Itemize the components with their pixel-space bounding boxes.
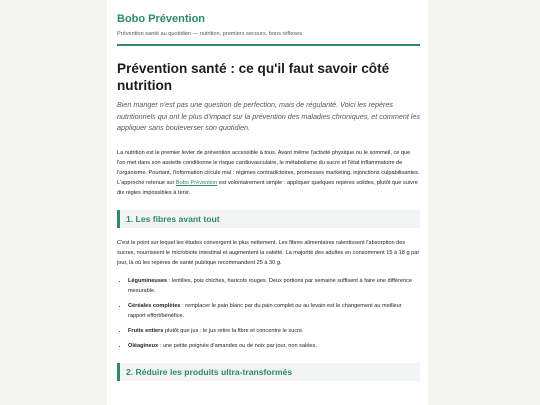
list-item-term: Céréales complètes: [128, 302, 181, 309]
list-item-term: Fruits entiers: [128, 327, 164, 334]
section-heading-fibres: 1. Les fibres avant tout: [117, 210, 420, 228]
intro-text-before: La nutrition est le premier levier de prévention accessible à tous. Avant même l'activité physique ou le sommeil, ce que l'on met dans son assiette conditionne le risque cardiovasculaire, le métabolisme du sucre et l'état inflammatoire de l'organisme. Pourtant, l'information circule mal : régimes contradictoires, promesses marketing, injonctions culpabilisantes. L'approche retenue sur: [117, 149, 420, 186]
article-page: [107, 0, 428, 405]
intro-paragraph: [117, 148, 420, 198]
site-header: [117, 0, 420, 46]
intro-site-link[interactable]: Bobo Prévention: [175, 179, 218, 186]
intro-text-after: est volontairement simple : appliquer quelques repères solides, plutôt que suivre dix règles impossibles à tenir.: [117, 179, 418, 196]
list-item: [128, 276, 420, 296]
section-heading-ultra-transformes: 2. Réduire les produits ultra-transformés: [117, 363, 420, 381]
list-item-text: : lentilles, pois chiches, haricots rouges. Deux portions par semaine suffisent à faire une différence mesurable.: [128, 277, 412, 294]
fibres-list: [117, 276, 420, 351]
fibres-paragraph: C'est le point sur lequel les études convergent le plus nettement. Les fibres alimentaires ralentissent l'absorption des sucres, nourrissent le microbiote intestinal et augmentent la satiété. La majorité des adultes en consomment 15 à 18 g par jour, là où les repères de santé publique recommandent 25 à 30 g.: [117, 239, 420, 266]
list-item: [128, 341, 420, 351]
list-item-text: plutôt que jus : le jus retire la fibre et concentre le sucre.: [163, 327, 304, 334]
list-item: [128, 326, 420, 336]
article-title: Prévention santé : ce qu'il faut savoir côté nutrition: [117, 61, 390, 93]
site-title-link[interactable]: Bobo Prévention: [117, 13, 206, 25]
site-tagline: Prévention santé au quotidien — nutrition, premiers secours, bons réflexes: [117, 31, 303, 37]
list-item: [128, 301, 420, 321]
article-lead: Bien manger n'est pas une question de perfection, mais de régularité. Voici les repères nutritionnels qui ont le plus d'impact sur la prévention des maladies chroniques, et comment les appliquer sans bouleverser son quotidien.: [117, 100, 421, 133]
list-item-term: Oléagineux: [128, 342, 159, 349]
list-item-text: : une petite poignée d'amandes ou de noix par jour, non salées.: [158, 342, 317, 349]
list-item-text: : remplacer le pain blanc par du pain complet ou au levain est le changement au meilleur rapport effort/bénéfice.: [128, 302, 402, 319]
list-item-term: Légumineuses: [128, 277, 168, 284]
